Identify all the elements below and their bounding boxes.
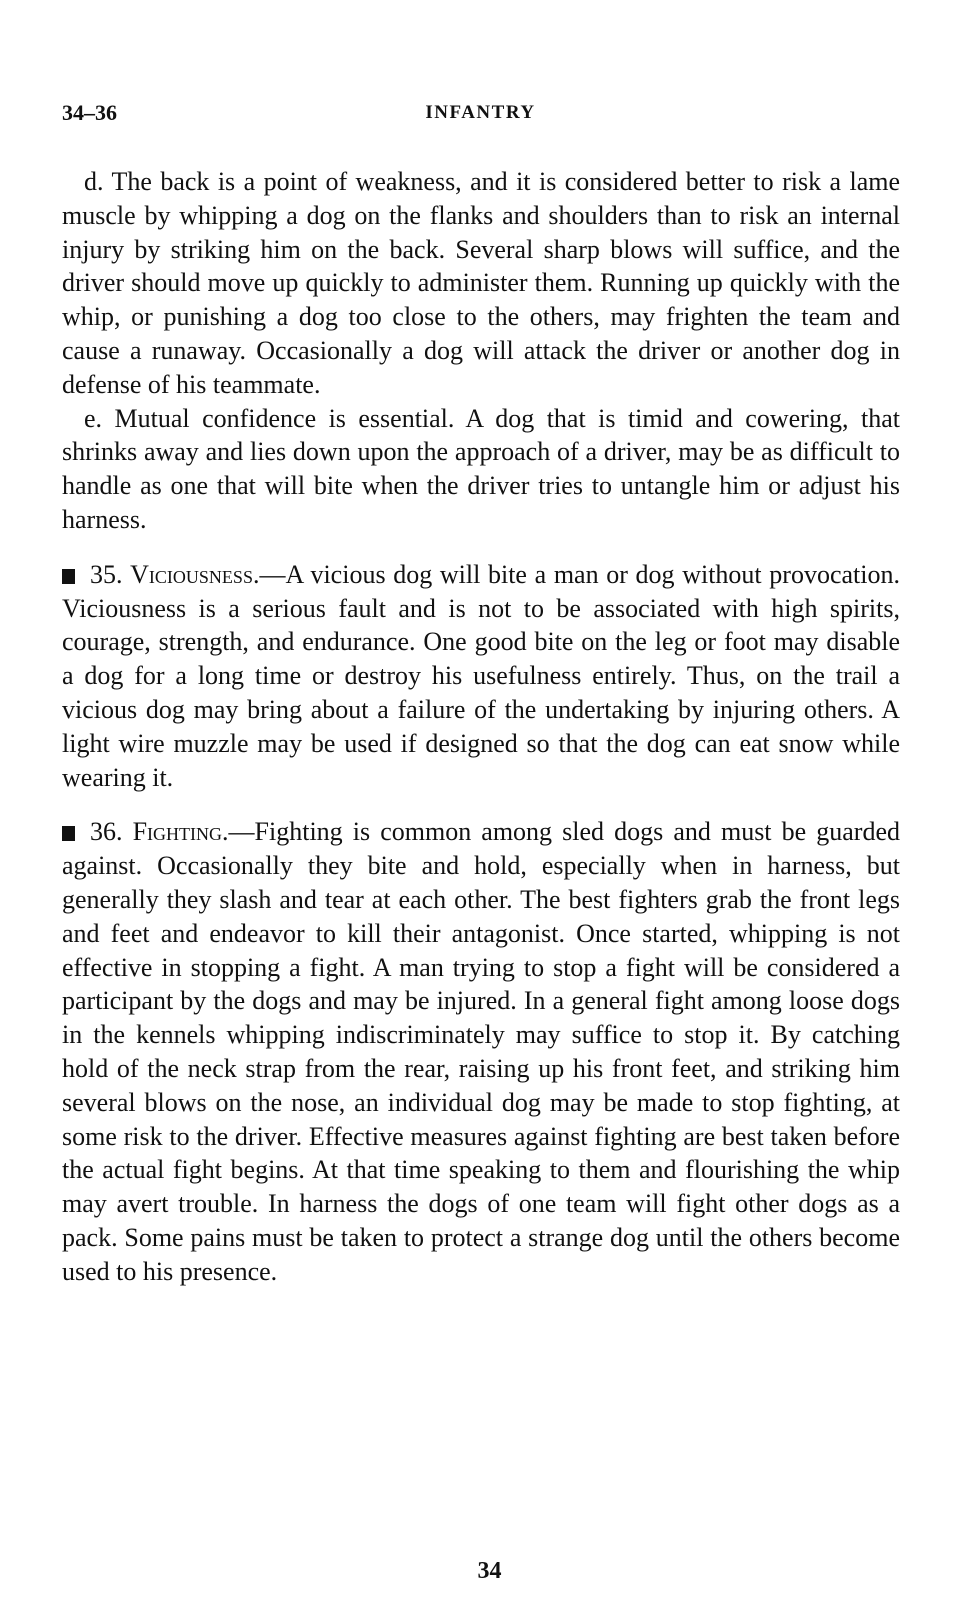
section-marker-icon xyxy=(62,569,75,584)
section-marker-icon xyxy=(62,826,75,841)
section-heading: Viciousness. xyxy=(130,559,260,589)
section-text: —A vicious dog will bite a man or dog without provocation. Viciousness is a serious fault and is not to be associated with high spirits, courage, strength, and endurance. One good bite on the leg or foot may disable a dog for a long time or destroy his usefulness entirely. Thus, on the trail a vicious dog may bring about a failure of the undertaking by injuring others. A light wire muzzle may be used if designed so that the dog can eat snow while wearing it. xyxy=(62,559,900,792)
page-number: 34 xyxy=(477,1558,502,1584)
paragraph-d: d. The back is a point of weakness, and it is considered better to risk a lame muscle by whipping a dog on the flanks and shoulders than to risk an internal injury by striking him on the back. Several sharp blows will suffice, and the driver should move up quickly to administer them. Running up quickly with the whip, or punishing a dog too close to the others, may frighten the team and cause a runaway. Occasionally a dog will attack the driver or another dog in defense of his teammate. xyxy=(62,167,900,399)
section-number: 35. xyxy=(90,559,123,589)
paragraph-e: e. Mutual confidence is essential. A dog that is timid and cowering, that shrinks away and lies down upon the approach of a driver, may be as difficult to handle as one that will bite when the driver tries to untangle him or adjust his harness. xyxy=(62,403,900,534)
running-header xyxy=(62,100,899,130)
body-text xyxy=(62,165,900,1289)
paragraph-range: 34–36 xyxy=(62,100,117,125)
running-title: INFANTRY xyxy=(425,102,536,123)
section-35 xyxy=(62,558,900,795)
section-36 xyxy=(62,815,900,1288)
section-number: 36. xyxy=(90,817,123,847)
section-heading: Fighting. xyxy=(132,817,229,847)
section-text: —Fighting is common among sled dogs and must be guarded against. Occasionally they bite and hold, especially when in harness, but generally they slash and tear at each other. The best fighters grab the front legs and feet and endeavor to kill their antagonist. Once started, whipping is not effective in stopping a fight. A man trying to stop a fight will be considered a participant by the dogs and may be injured. In a general fight among loose dogs in the kennels whipping indiscriminately may suffice to stop it. By catching hold of the neck strap from the rear, raising up his front feet, and striking him several blows on the nose, an individual dog may be made to stop fighting, at some risk to the driver. Effective measures against fighting are best taken before the actual fight begins. At that time speaking to them and flourishing the whip may avert trouble. In harness the dogs of one team will fight other dogs as a pack. Some pains must be taken to protect a strange dog until the others become used to his presence. xyxy=(62,817,900,1286)
